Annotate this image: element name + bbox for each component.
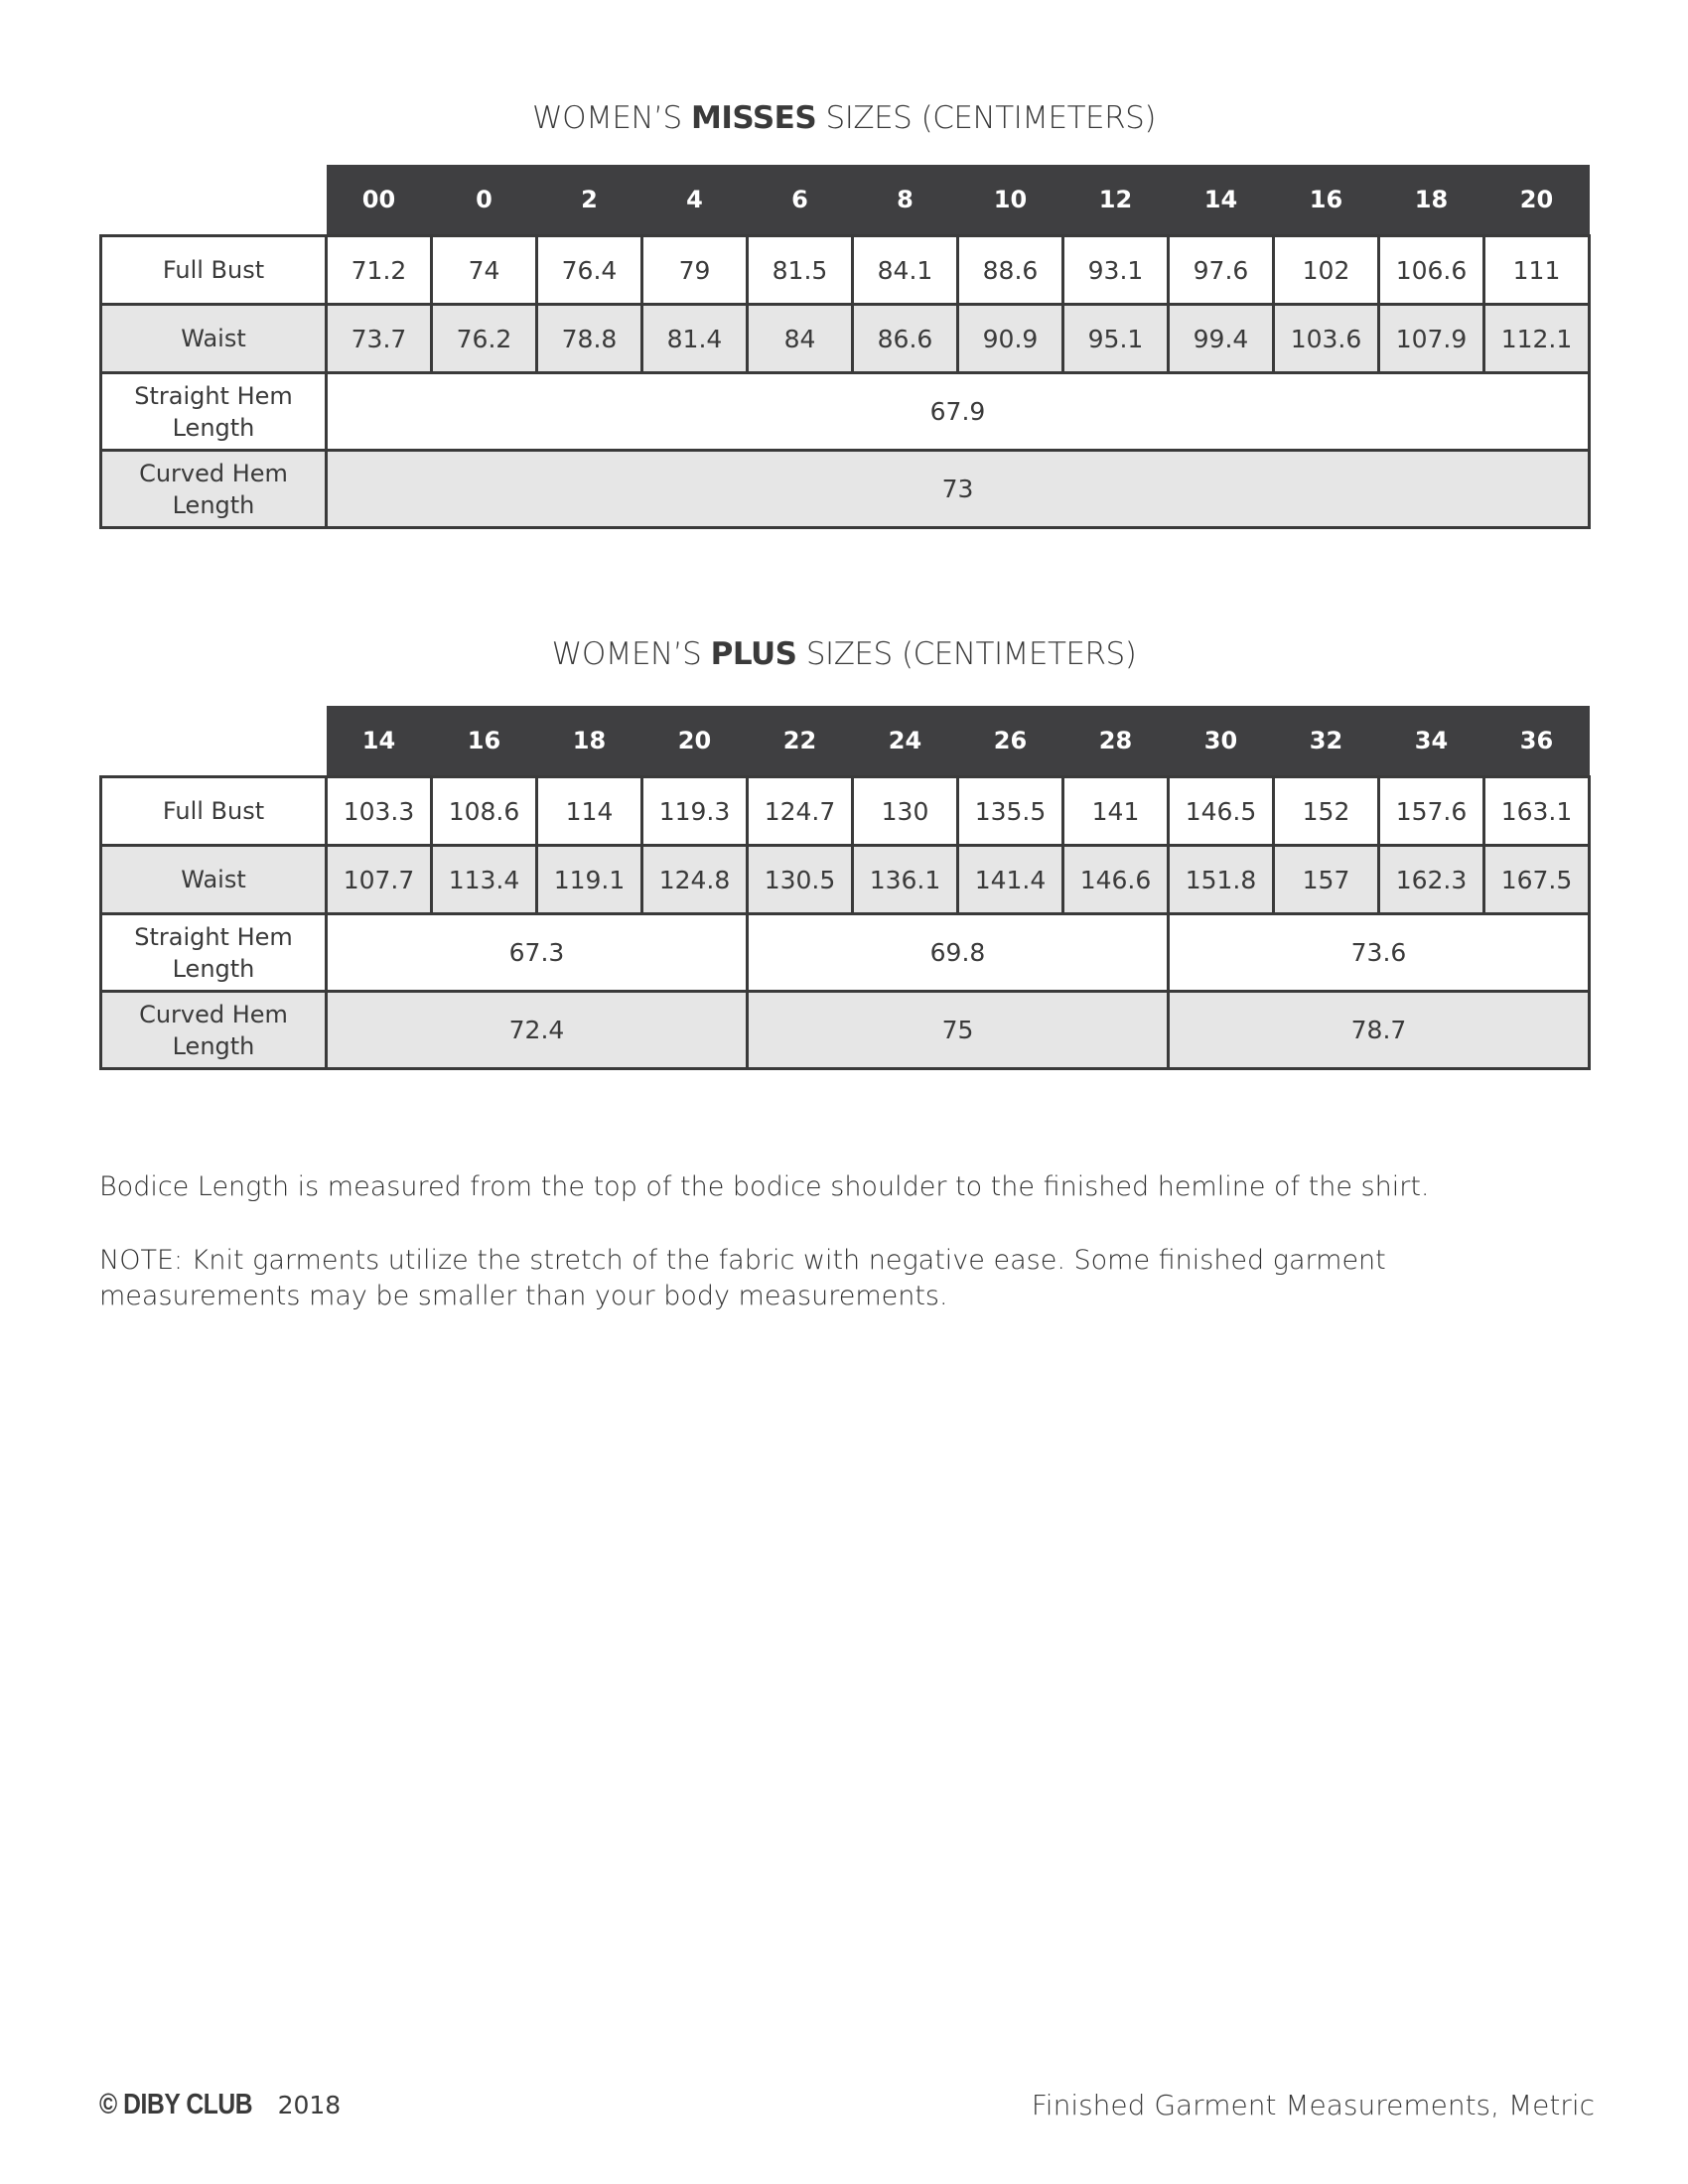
measurement-cell: 163.1	[1484, 777, 1590, 846]
straight-hem-row	[101, 914, 1590, 992]
measurement-cell: 151.8	[1169, 846, 1274, 914]
note-line-2: measurements may be smaller than your body measurements.	[99, 1281, 948, 1311]
size-header: 6	[748, 165, 853, 236]
measurement-cell: 97.6	[1169, 236, 1274, 305]
size-header: 36	[1484, 706, 1590, 777]
measurement-cell: 103.3	[327, 777, 432, 846]
row-label	[101, 373, 327, 451]
size-header: 16	[432, 706, 537, 777]
title-prefix: WOMEN’S	[532, 100, 691, 136]
measurement-cell: 84	[748, 305, 853, 373]
size-header: 10	[958, 165, 1063, 236]
measurement-cell: 157.6	[1379, 777, 1484, 846]
measurement-cell: 72.4	[327, 992, 748, 1069]
size-header-row	[101, 706, 1590, 777]
size-header: 12	[1063, 165, 1169, 236]
measurement-cell: 78.8	[537, 305, 642, 373]
title-prefix: WOMEN’S	[551, 636, 711, 672]
size-header: 32	[1274, 706, 1379, 777]
measurement-cell: 73	[327, 451, 1590, 528]
size-header: 0	[432, 165, 537, 236]
measurement-cell: 69.8	[748, 914, 1169, 992]
size-header: 24	[853, 706, 958, 777]
size-header: 2	[537, 165, 642, 236]
measurement-cell: 102	[1274, 236, 1379, 305]
plus-size-table	[99, 706, 1591, 1070]
measurement-cell: 157	[1274, 846, 1379, 914]
bodice-length-note: Bodice Length is measured from the top of the bodice shoulder to the finished hemline of the shirt.	[99, 1171, 1430, 1202]
measurement-cell: 74	[432, 236, 537, 305]
label-line-2: Length	[172, 413, 255, 442]
measurement-cell: 135.5	[958, 777, 1063, 846]
row-label	[101, 914, 327, 992]
measurement-cell: 146.6	[1063, 846, 1169, 914]
row-label: Full Bust	[101, 236, 327, 305]
measurement-cell: 119.3	[642, 777, 748, 846]
row-label	[101, 992, 327, 1069]
brand-logo	[99, 2089, 252, 2121]
measurement-cell: 130.5	[748, 846, 853, 914]
copyright-icon: ©	[99, 2089, 117, 2120]
title-suffix: SIZES (CENTIMETERS)	[816, 100, 1156, 136]
size-header: 20	[642, 706, 748, 777]
label-line-2: Length	[172, 490, 255, 519]
measurement-cell: 88.6	[958, 236, 1063, 305]
title-bold-word: MISSES	[691, 100, 817, 136]
header-blank-cell	[101, 165, 327, 236]
size-header: 18	[1379, 165, 1484, 236]
waist-row	[101, 846, 1590, 914]
size-header: 00	[327, 165, 432, 236]
title-suffix: SIZES (CENTIMETERS)	[796, 636, 1137, 672]
label-line-1: Straight Hem	[134, 381, 293, 410]
brand-name: DIBY CLUB	[123, 2089, 253, 2120]
label-line-2: Length	[172, 1031, 255, 1060]
measurement-cell: 112.1	[1484, 305, 1590, 373]
label-line-1: Curved Hem	[139, 459, 288, 487]
label-line-1: Straight Hem	[134, 922, 293, 951]
measurement-cell: 71.2	[327, 236, 432, 305]
measurement-cell: 114	[537, 777, 642, 846]
measurement-cell: 152	[1274, 777, 1379, 846]
row-label: Waist	[101, 846, 327, 914]
measurement-cell: 76.2	[432, 305, 537, 373]
measurement-cell: 106.6	[1379, 236, 1484, 305]
copyright-year: 2018	[277, 2091, 342, 2119]
row-label: Full Bust	[101, 777, 327, 846]
measurement-cell: 76.4	[537, 236, 642, 305]
misses-table-title	[0, 100, 1688, 136]
size-header: 20	[1484, 165, 1590, 236]
curved-hem-row	[101, 992, 1590, 1069]
size-header: 14	[327, 706, 432, 777]
size-header: 16	[1274, 165, 1379, 236]
measurement-cell: 67.3	[327, 914, 748, 992]
measurement-cell: 81.5	[748, 236, 853, 305]
measurement-cell: 75	[748, 992, 1169, 1069]
title-bold-word: PLUS	[710, 636, 797, 672]
measurement-cell: 93.1	[1063, 236, 1169, 305]
curved-hem-row	[101, 451, 1590, 528]
size-header: 8	[853, 165, 958, 236]
full-bust-row	[101, 236, 1590, 305]
measurement-cell: 79	[642, 236, 748, 305]
measurement-cell: 119.1	[537, 846, 642, 914]
size-header: 4	[642, 165, 748, 236]
row-label: Waist	[101, 305, 327, 373]
measurement-cell: 78.7	[1169, 992, 1590, 1069]
measurement-cell: 107.9	[1379, 305, 1484, 373]
measurement-cell: 103.6	[1274, 305, 1379, 373]
measurement-cell: 124.8	[642, 846, 748, 914]
measurement-cell: 73.7	[327, 305, 432, 373]
size-header: 26	[958, 706, 1063, 777]
size-header: 34	[1379, 706, 1484, 777]
size-header: 18	[537, 706, 642, 777]
measurement-cell: 111	[1484, 236, 1590, 305]
note-line-1: NOTE: Knit garments utilize the stretch of the fabric with negative ease. Some finished garment	[99, 1245, 1386, 1276]
size-header: 28	[1063, 706, 1169, 777]
waist-row	[101, 305, 1590, 373]
measurement-cell: 146.5	[1169, 777, 1274, 846]
measurement-cell: 108.6	[432, 777, 537, 846]
size-header: 14	[1169, 165, 1274, 236]
measurement-cell: 130	[853, 777, 958, 846]
plus-table-title	[0, 636, 1688, 672]
measurement-cell: 141	[1063, 777, 1169, 846]
size-header: 30	[1169, 706, 1274, 777]
measurement-cell: 141.4	[958, 846, 1063, 914]
header-blank-cell	[101, 706, 327, 777]
measurement-cell: 90.9	[958, 305, 1063, 373]
measurement-cell: 167.5	[1484, 846, 1590, 914]
size-header-row	[101, 165, 1590, 236]
straight-hem-row	[101, 373, 1590, 451]
footer-page-title: Finished Garment Measurements, Metric	[1031, 2089, 1595, 2121]
row-label	[101, 451, 327, 528]
footer-copyright	[99, 2089, 341, 2121]
misses-size-table	[99, 165, 1591, 529]
knit-garment-note	[99, 1243, 1386, 1314]
size-header: 22	[748, 706, 853, 777]
measurement-cell: 95.1	[1063, 305, 1169, 373]
measurement-cell: 84.1	[853, 236, 958, 305]
measurement-cell: 86.6	[853, 305, 958, 373]
measurement-cell: 124.7	[748, 777, 853, 846]
full-bust-row	[101, 777, 1590, 846]
measurement-cell: 136.1	[853, 846, 958, 914]
measurement-cell: 113.4	[432, 846, 537, 914]
label-line-1: Curved Hem	[139, 1000, 288, 1028]
measurement-cell: 162.3	[1379, 846, 1484, 914]
label-line-2: Length	[172, 954, 255, 983]
measurement-cell: 73.6	[1169, 914, 1590, 992]
measurement-cell: 107.7	[327, 846, 432, 914]
measurement-cell: 67.9	[327, 373, 1590, 451]
measurement-cell: 81.4	[642, 305, 748, 373]
measurement-cell: 99.4	[1169, 305, 1274, 373]
